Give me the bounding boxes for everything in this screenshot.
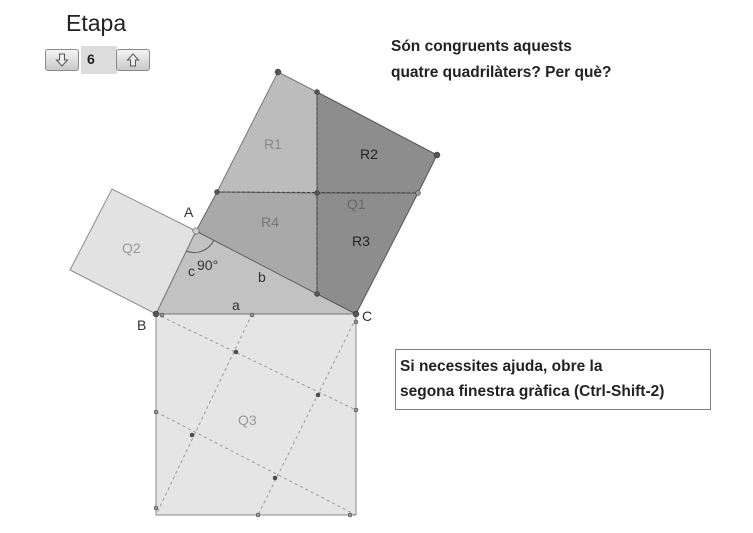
label-point-a: A [184,204,194,220]
hint-line-2: segona finestra gràfica (Ctrl-Shift-2) [400,383,665,400]
stage-number: 6 [81,46,117,74]
label-region-r1: R1 [264,136,282,152]
region-r1[interactable] [217,72,317,193]
label-point-c: C [362,308,373,324]
label-angle: 90° [197,257,219,273]
label-region-r2: R2 [360,146,378,162]
hint-line-1: Si necessites ajuda, obre la [400,358,603,375]
label-side-c: c [188,263,195,279]
label-region-r4: R4 [261,214,279,230]
question-line-1: Són congruents aquests [391,38,572,55]
label-side-b: b [258,269,266,285]
label-region-q3: Q3 [238,412,257,428]
label-side-a: a [232,297,240,313]
stage-title: Etapa [66,10,127,36]
label-point-b: B [137,317,147,333]
label-region-q1: Q1 [347,196,366,212]
label-region-r3: R3 [352,233,370,249]
region-r3[interactable] [317,193,418,314]
label-region-q2: Q2 [122,240,141,256]
question-line-2: quatre quadrilàters? Per què? [391,64,612,81]
region-r2[interactable] [317,92,437,193]
